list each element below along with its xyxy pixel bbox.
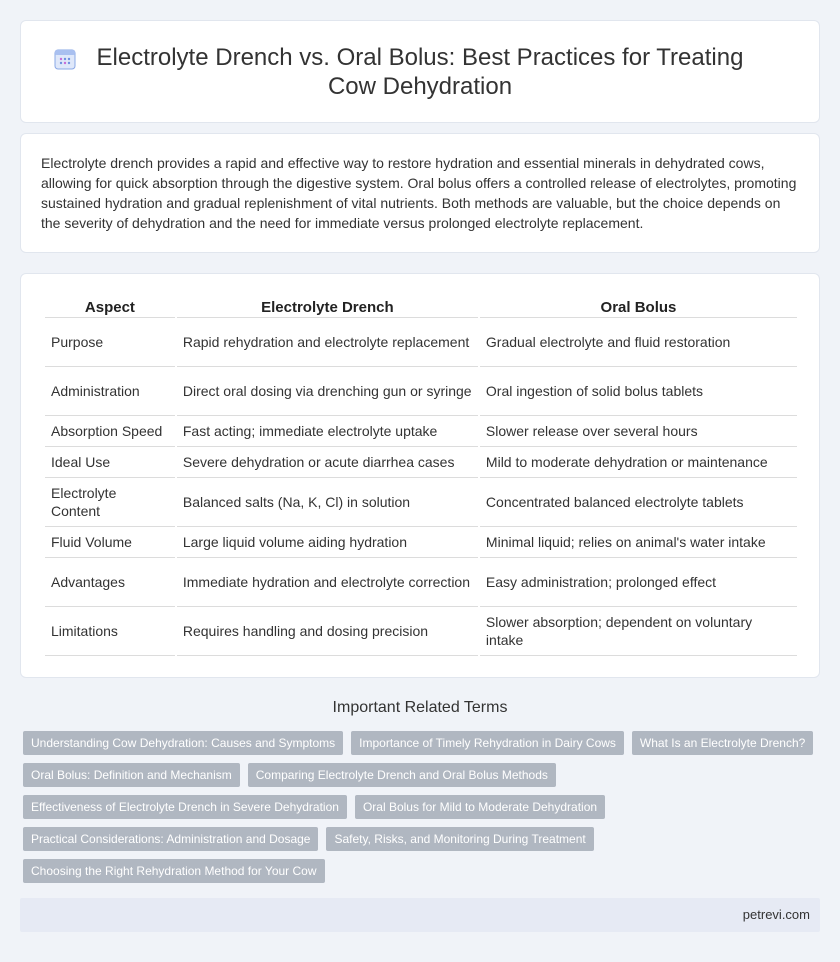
related-term-tag[interactable]: Importance of Timely Rehydration in Dairy Cows xyxy=(351,731,624,755)
row-aspect: Administration xyxy=(45,367,175,416)
related-term-tag[interactable]: Effectiveness of Electrolyte Drench in Severe Dehydration xyxy=(23,795,347,819)
row-aspect: Purpose xyxy=(45,318,175,367)
table-row xyxy=(45,416,797,447)
row-drench-value: Direct oral dosing via drenching gun or syringe xyxy=(177,367,478,416)
row-drench-value: Requires handling and dosing precision xyxy=(177,607,478,656)
row-drench-value: Immediate hydration and electrolyte correction xyxy=(177,558,478,607)
row-aspect: Advantages xyxy=(45,558,175,607)
row-bolus-value: Mild to moderate dehydration or maintenance xyxy=(480,447,797,478)
row-drench-value: Fast acting; immediate electrolyte uptake xyxy=(177,416,478,447)
title-card xyxy=(20,20,820,123)
header-aspect: Aspect xyxy=(45,292,175,318)
row-drench-value: Large liquid volume aiding hydration xyxy=(177,527,478,558)
table-row xyxy=(45,558,797,607)
row-drench-value: Rapid rehydration and electrolyte replacement xyxy=(177,318,478,367)
related-term-tag[interactable]: What Is an Electrolyte Drench? xyxy=(632,731,813,755)
related-term-tag[interactable]: Choosing the Right Rehydration Method for Your Cow xyxy=(23,859,325,883)
row-drench-value: Balanced salts (Na, K, Cl) in solution xyxy=(177,478,478,527)
related-term-tag[interactable]: Oral Bolus for Mild to Moderate Dehydration xyxy=(355,795,605,819)
intro-card xyxy=(20,133,820,253)
table-row xyxy=(45,367,797,416)
row-bolus-value: Oral ingestion of solid bolus tablets xyxy=(480,367,797,416)
row-bolus-value: Gradual electrolyte and fluid restoration xyxy=(480,318,797,367)
intro-paragraph: Electrolyte drench provides a rapid and effective way to restore hydration and essential minerals in dehydrated cows, allowing for quick absorption through the digestive system. Oral bolus offers a controlled release of electrolytes, promoting sustained hydration and gradual replenishment of vital nutrients. Both methods are valuable, but the choice depends on the severity of dehydration and the need for immediate versus prolonged electrolyte replacement. xyxy=(41,155,797,231)
footer xyxy=(20,898,820,932)
header-oral-bolus: Oral Bolus xyxy=(480,292,797,318)
related-term-tag[interactable]: Oral Bolus: Definition and Mechanism xyxy=(23,763,240,787)
related-term-tag[interactable]: Comparing Electrolyte Drench and Oral Bolus Methods xyxy=(248,763,556,787)
related-term-tag[interactable]: Safety, Risks, and Monitoring During Treatment xyxy=(326,827,593,851)
footer-site-link[interactable]: petrevi.com xyxy=(742,907,810,922)
table-row xyxy=(45,478,797,527)
related-term-tag[interactable]: Practical Considerations: Administration and Dosage xyxy=(23,827,318,851)
table-row xyxy=(45,318,797,367)
table-row xyxy=(45,527,797,558)
row-aspect: Absorption Speed xyxy=(45,416,175,447)
related-term-tag[interactable]: Understanding Cow Dehydration: Causes and Symptoms xyxy=(23,731,343,755)
row-aspect: Fluid Volume xyxy=(45,527,175,558)
page-title: Electrolyte Drench vs. Oral Bolus: Best Practices for Treating Cow Dehydration xyxy=(96,43,744,100)
row-bolus-value: Slower absorption; dependent on voluntary intake xyxy=(480,607,797,656)
comparison-card xyxy=(20,273,820,678)
row-bolus-value: Slower release over several hours xyxy=(480,416,797,447)
row-bolus-value: Minimal liquid; relies on animal's water intake xyxy=(480,527,797,558)
table-header-row xyxy=(45,292,797,318)
table-row xyxy=(45,447,797,478)
row-bolus-value: Concentrated balanced electrolyte tablets xyxy=(480,478,797,527)
row-drench-value: Severe dehydration or acute diarrhea cases xyxy=(177,447,478,478)
row-aspect: Limitations xyxy=(45,607,175,656)
table-row xyxy=(45,607,797,656)
row-aspect: Ideal Use xyxy=(45,447,175,478)
comparison-table xyxy=(43,292,799,656)
row-bolus-value: Easy administration; prolonged effect xyxy=(480,558,797,607)
row-aspect: Electrolyte Content xyxy=(45,478,175,527)
header-electrolyte-drench: Electrolyte Drench xyxy=(177,292,478,318)
related-terms-list xyxy=(23,731,823,883)
related-terms-heading: Important Related Terms xyxy=(332,699,508,716)
